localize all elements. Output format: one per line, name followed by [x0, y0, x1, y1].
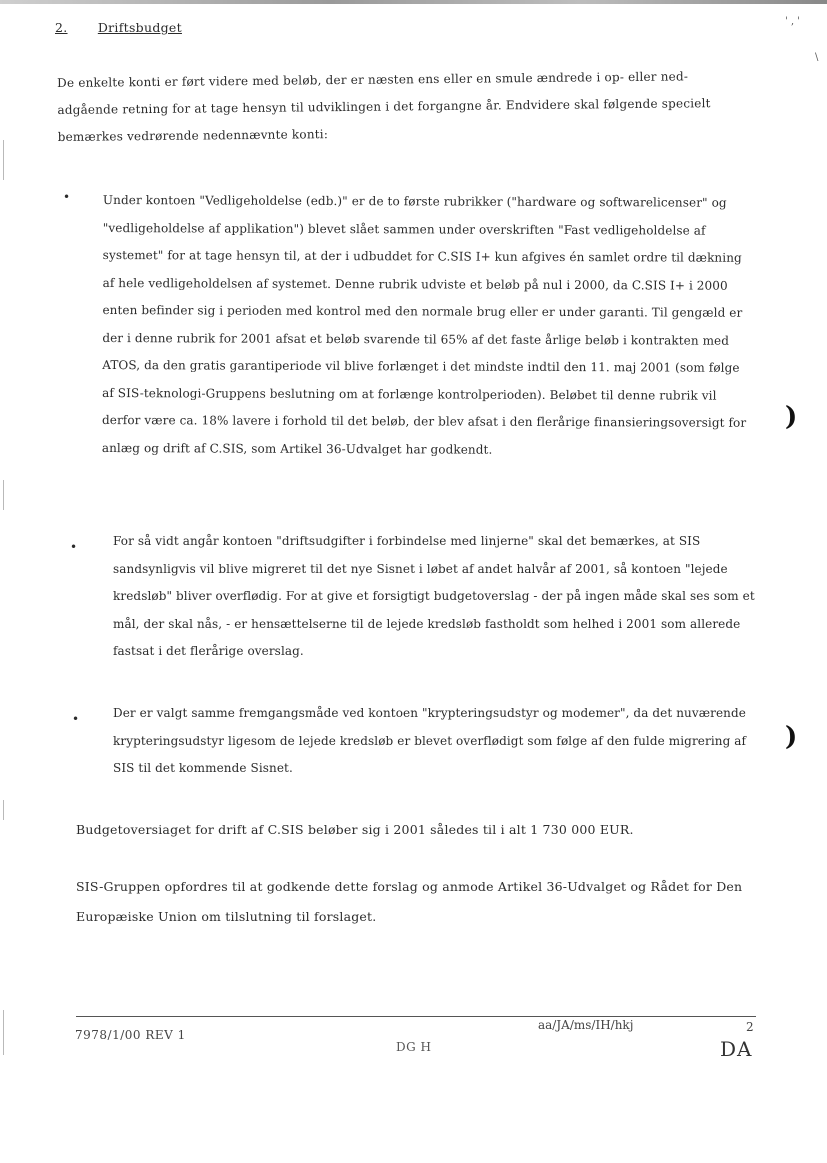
intro-paragraph: De enkelte konti er ført videre med beløb, der er næsten ens eller en smule ændrede i op- eller ned-adgående retning for at tage hensyn til udviklingen i det forgangne år. Endvidere skal følgende specielt bemærkes vedrørende nedennævnte konti:	[57, 69, 711, 144]
scan-margin-line	[3, 1010, 4, 1055]
scan-speck: \	[815, 52, 819, 63]
scan-margin-line	[3, 480, 4, 510]
document-reference: 7978/1/00 REV 1	[75, 1028, 186, 1042]
footer-rule	[76, 1016, 756, 1017]
conclusion-paragraph: SIS-Gruppen opfordres til at godkende dette forslag og anmode Artikel 36-Udvalget og Rådet for Den Europæiske Union om tilslutning til forslaget.	[76, 879, 743, 924]
page-number: 2	[746, 1020, 754, 1034]
section-number: 2.	[55, 20, 68, 35]
margin-bracket-mark: )	[785, 722, 798, 752]
bullet-dot: •	[70, 540, 78, 554]
section-heading	[55, 20, 182, 35]
author-initials: aa/JA/ms/IH/hkj	[538, 1018, 634, 1032]
budget-total-paragraph: Budgetoversiaget for drift af C.SIS beløber sig i 2001 således til i alt 1 730 000 EUR.	[76, 822, 634, 837]
scan-margin-line	[3, 140, 4, 180]
bullet-dot: •	[72, 712, 80, 726]
scan-margin-line	[3, 800, 4, 820]
section-title: Driftsbudget	[97, 20, 182, 35]
scan-speck: ' ‚ '	[785, 16, 801, 27]
bullet-text-line-costs: For så vidt angår kontoen "driftsudgifter i forbindelse med linjerne" skal det bemærkes, at SIS sandsynligvis vil blive migreret til det nye Sisnet i løbet af andet halvår af 2001, så kontoen "lejede kredsløb" bliver overflødig. For at give et forsigtigt budgetoverslag - der på ingen måde skal ses som et mål, der skal nås, - er hensættelserne til de lejede kredsløb fastholdt som helhed i 2001 som allerede fastsat i det flerårige overslag.	[113, 534, 755, 658]
scan-edge	[0, 0, 827, 4]
directorate-label: DG H	[396, 1040, 432, 1054]
bullet-text-encryption: Der er valgt samme fremgangsmåde ved kontoen "krypteringsudstyr og modemer", da det nuværende krypteringsudstyr ligesom de lejede kredsløb er blevet overflødigt som følge af den fulde migrering af SIS til det kommende Sisnet.	[113, 706, 747, 775]
bullet-text-maintenance: Under kontoen "Vedligeholdelse (edb.)" er de to første rubrikker ("hardware og softwarelicenser" og "vedligeholdelse af applikation") blevet slået sammen under overskriften "Fast vedligeholdelse af systemet" for at tage hensyn til, at der i udbuddet for C.SIS I+ kun afgives én samlet ordre til dækning af hele vedligeholdelsen af systemet. Denne rubrik udviste et beløb på nul i 2000, da C.SIS I+ i 2000 enten befinder sig i perioden med kontrol med den normale brug eller er under garanti. Til gengæld er der i denne rubrik for 2001 afsat et beløb svarende til 65% af det faste årlige beløb i kontrakten med ATOS, da den gratis garantiperiode vil blive forlænget i det mindste indtil den 11. maj 2001 (som følge af SIS-teknologi-Gruppens beslutning om at forlænge kontrolperioden). Beløbet til denne rubrik vil derfor være ca. 18% lavere i forhold til det beløb, der blev afsat i den flerårige finansieringsoversigt for anlæg og drift af C.SIS, som Artikel 36-Udvalget har godkendt.	[101, 192, 747, 457]
language-code: DA	[720, 1037, 753, 1061]
margin-bracket-mark: )	[785, 402, 798, 432]
bullet-dot: •	[63, 190, 71, 204]
